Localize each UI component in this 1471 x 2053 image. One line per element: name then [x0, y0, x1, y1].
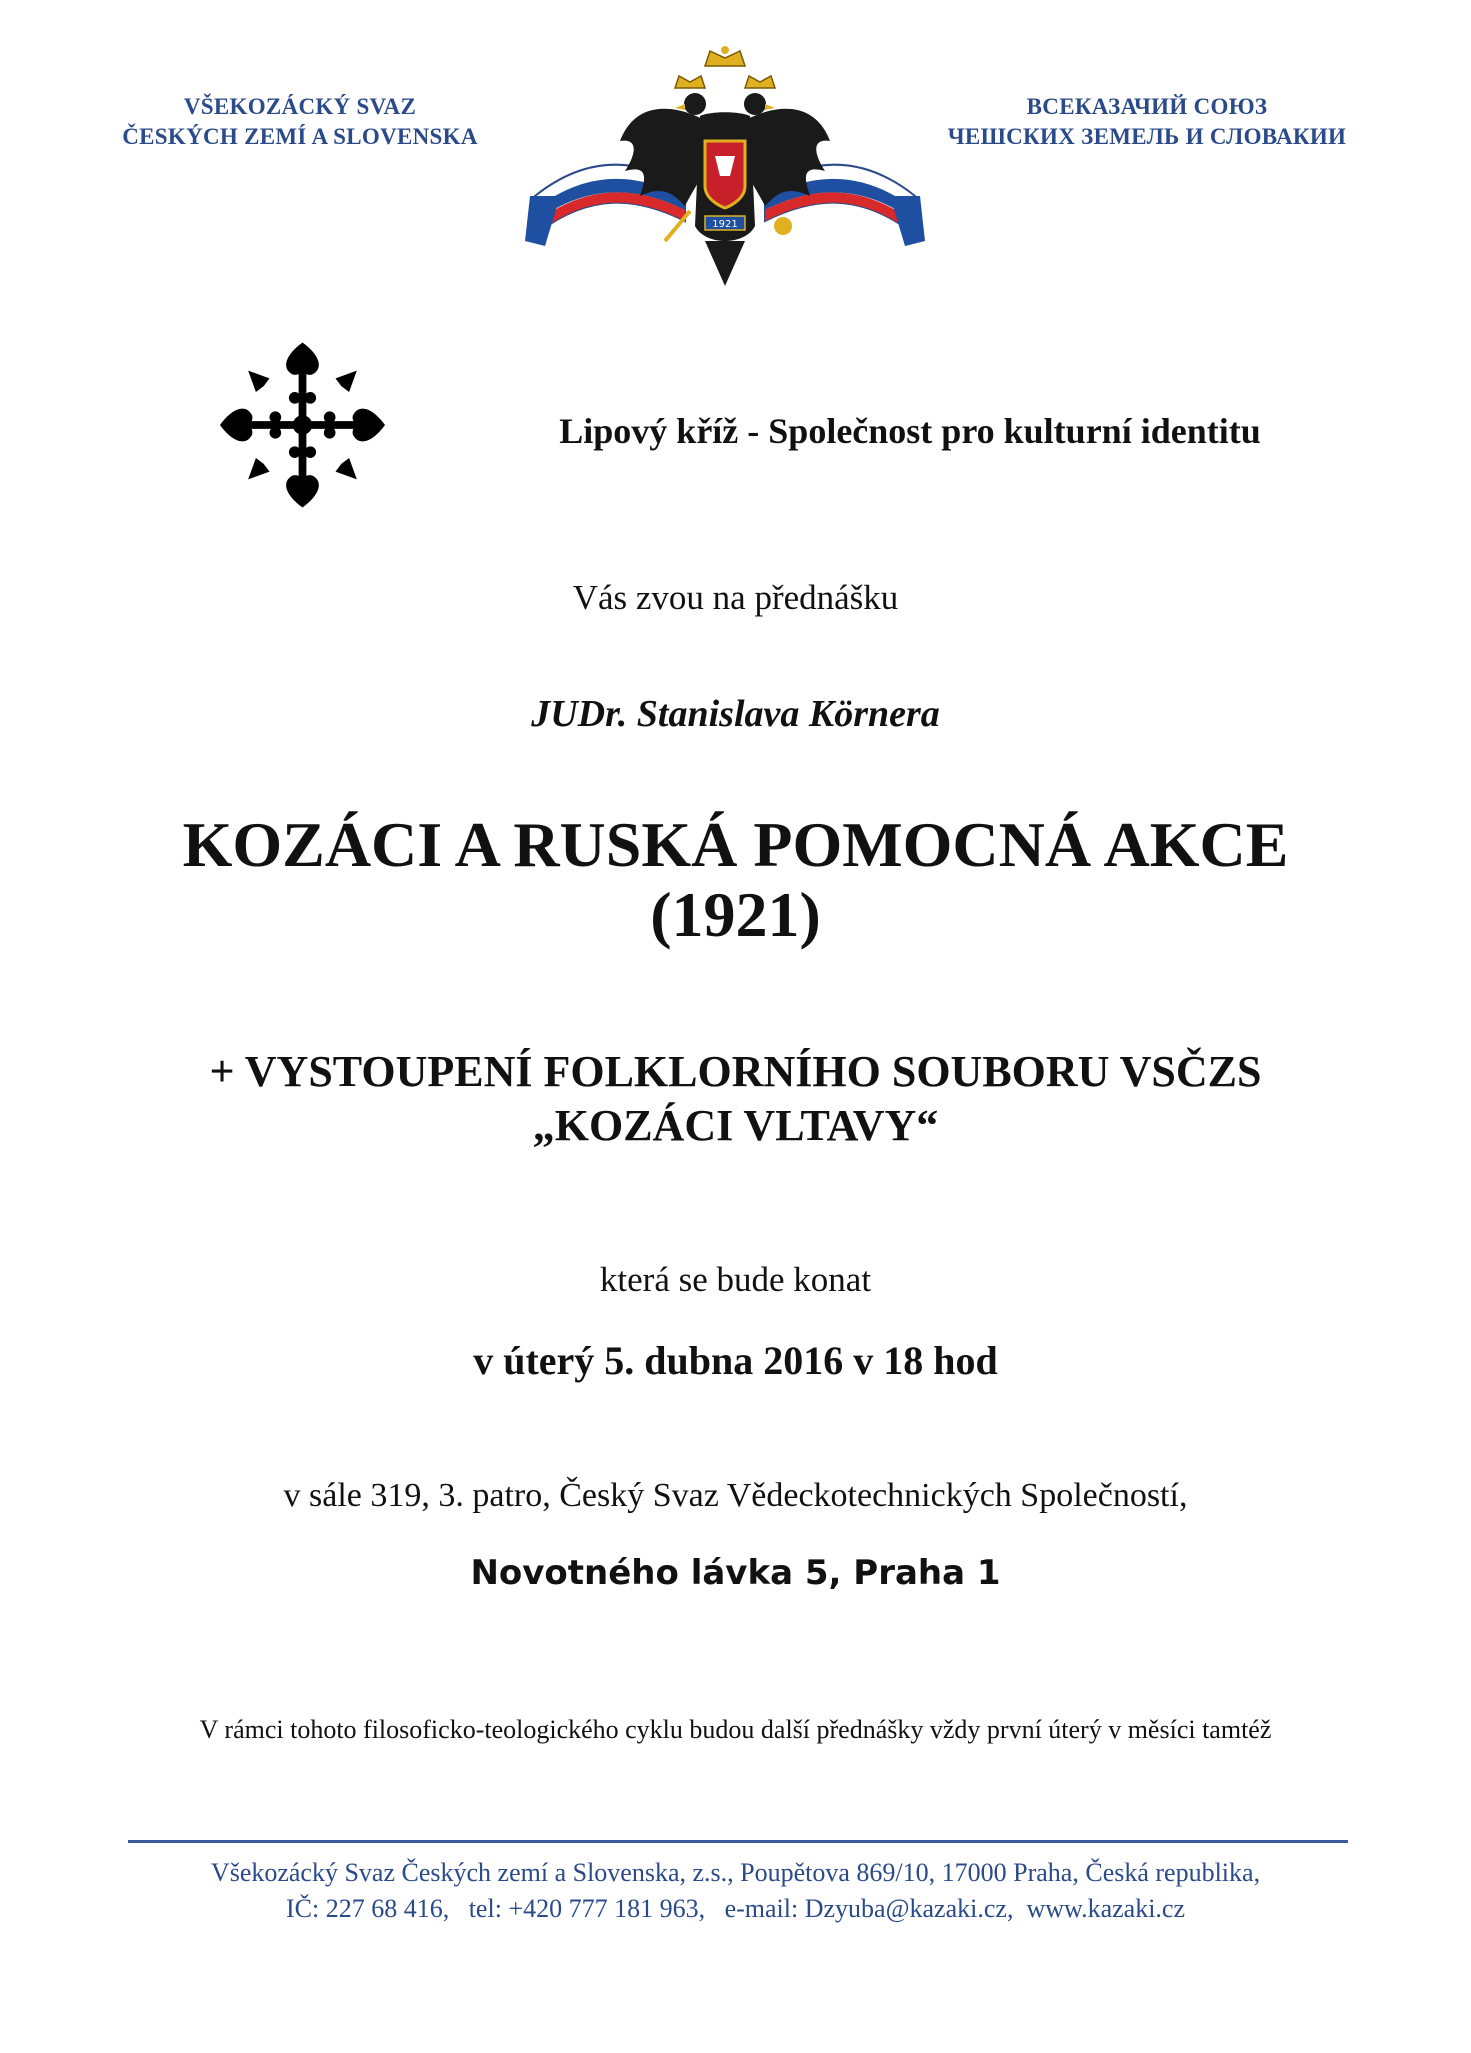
footer-divider	[128, 1840, 1348, 1843]
lecture-title	[0, 810, 1471, 950]
society-name: Lipový kříž - Společnost pro kulturní identitu	[559, 411, 1261, 451]
linden-cross-icon	[220, 340, 385, 510]
invitation-intro: Vás zvou na přednášku	[572, 578, 899, 617]
performance-line1: + VYSTOUPENÍ FOLKLORNÍHO SOUBORU VSČZS	[209, 1047, 1262, 1096]
event-when-intro: která se bude konat	[599, 1260, 872, 1299]
double-headed-eagle-emblem	[525, 46, 925, 291]
org-name-czech	[110, 92, 490, 152]
lecture-title-line2: (1921)	[650, 879, 821, 950]
speaker-name: JUDr. Stanislava Körnera	[531, 693, 940, 735]
series-note: V rámci tohoto filosoficko-teologického cyklu budou další přednášky vždy první úterý v měsíci tamtéž	[199, 1715, 1272, 1744]
performance-announcement	[0, 1045, 1471, 1153]
lecture-title-line1: KOZÁCI A RUSKÁ POMOCNÁ AKCE	[182, 809, 1289, 880]
org-name-russian-line2: ЧЕШСКИХ ЗЕМЕЛЬ И СЛОВАКИИ	[947, 124, 1347, 149]
emblem-year: 1921	[712, 219, 738, 230]
org-name-czech-line1: VŠEKOZÁCKÝ SVAZ	[183, 94, 417, 119]
org-name-russian-line1: ВСЕКАЗАЧИЙ СОЮЗ	[1026, 94, 1268, 119]
footer-line2: IČ: 227 68 416, tel: +420 777 181 963, e-mail: Dzyuba@kazaki.cz, www.kazaki.cz	[285, 1894, 1186, 1923]
footer-contact	[0, 1855, 1471, 1927]
performance-line2: „KOZÁCI VLTAVY“	[532, 1101, 939, 1150]
org-name-czech-line2: ČESKÝCH ZEMÍ A SLOVENSKA	[122, 124, 478, 149]
event-venue: v sále 319, 3. patro, Český Svaz Vědeckotechnických Společností,	[283, 1477, 1188, 1514]
footer-line1: Všekozácký Svaz Českých zemí a Slovenska, z.s., Poupětova 869/10, 17000 Praha, Česká republika,	[210, 1858, 1261, 1887]
event-address: Novotného lávka 5, Praha 1	[470, 1553, 1001, 1593]
event-datetime: v úterý 5. dubna 2016 v 18 hod	[473, 1338, 998, 1383]
org-name-russian	[932, 92, 1362, 152]
